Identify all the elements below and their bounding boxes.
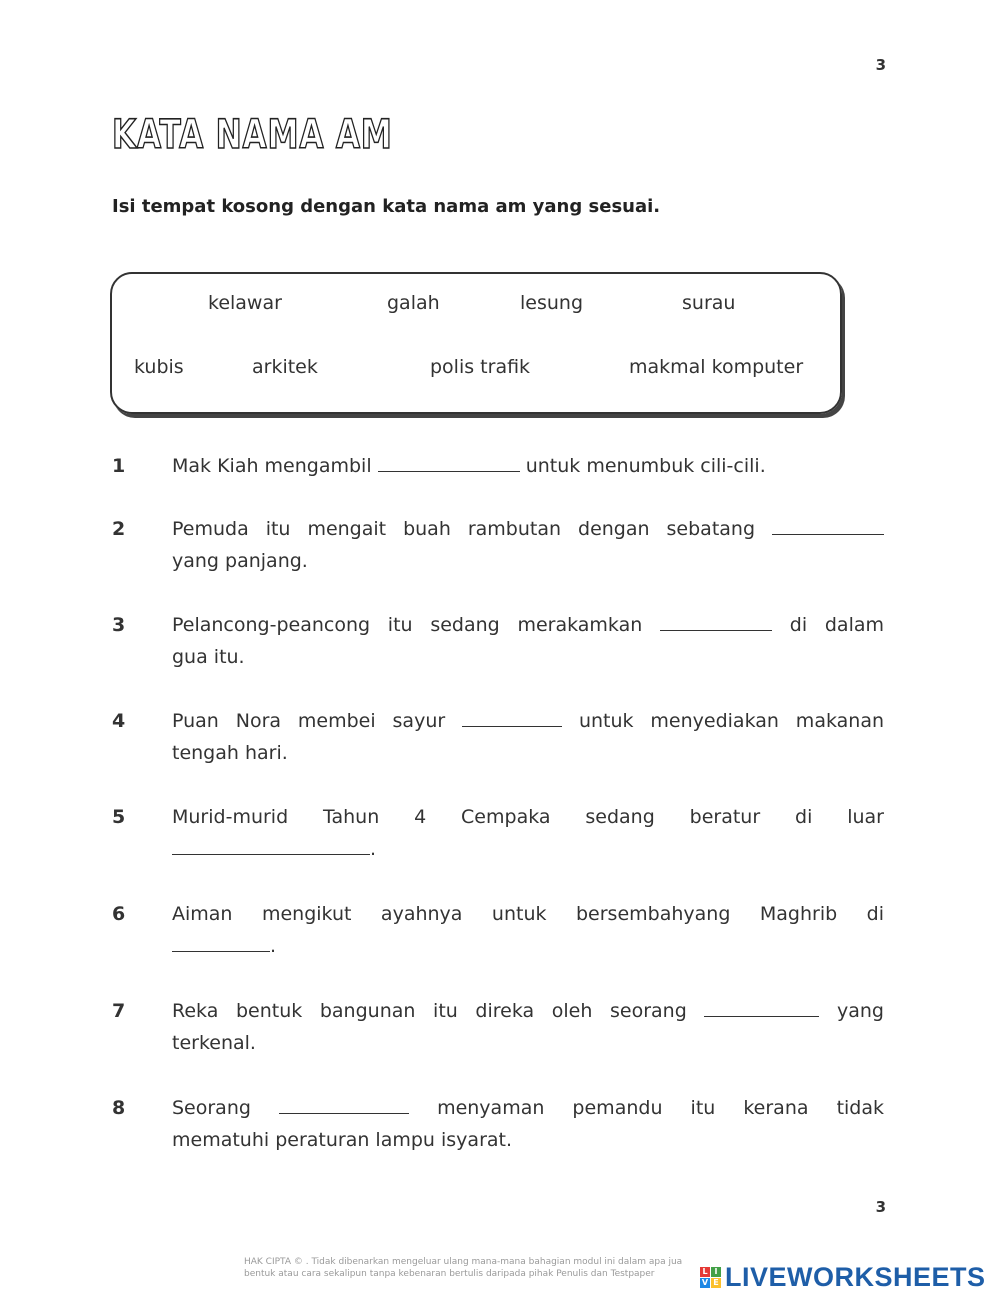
question-text: Pemuda itu mengait buah rambutan dengan sebatang [172,518,756,540]
instruction-text: Isi tempat kosong dengan kata nama am yang sesuai. [112,196,661,217]
word-bank-item: polis trafik [430,356,531,378]
word-bank-item: kubis [134,356,184,378]
question-text: gua itu. [172,646,245,668]
question-text: untuk menyediakan makanan [578,710,884,732]
question-text: Mak Kiah mengambil [172,455,372,477]
question-number: 4 [112,710,126,732]
question-text: yang panjang. [172,550,308,572]
logo-tile: E [711,1278,721,1288]
question-5 [112,801,884,865]
question-text: di dalam [789,614,885,636]
word-bank-item: surau [682,292,736,314]
copyright-line: bentuk atau cara sekalipun tanpa kebenaran bertulis daripada pihak Penulis dan Testpaper [244,1269,655,1279]
copyright-line: HAK CIPTA © . Tidak dibenarkan mengeluar ulang mana-mana bahagian modul ini dalam apa jua [244,1257,683,1267]
page-number: 3 [875,56,886,74]
question-text: Murid-murid Tahun 4 Cempaka sedang beratur di luar [172,806,884,828]
answer-blank[interactable] [378,451,520,472]
question-text: Seorang [172,1097,251,1119]
answer-blank[interactable] [172,931,270,952]
question-text: mematuhi peraturan lampu isyarat. [172,1129,513,1151]
copyright-note [244,1256,764,1280]
question-text: terkenal. [172,1032,256,1054]
question-text: yang [837,1000,884,1022]
page-number-bottom: 3 [875,1198,886,1216]
answer-blank[interactable] [462,706,562,727]
answer-blank[interactable] [772,514,884,535]
question-text: Aiman mengikut ayahnya untuk bersembahyang Maghrib di [172,903,884,925]
logo-tile: I [711,1267,721,1277]
question-2 [112,513,884,577]
word-bank-box [110,272,842,414]
question-3 [112,609,884,673]
word-bank-item: arkitek [252,356,318,378]
liveworksheets-brand[interactable] [700,1262,986,1293]
question-text: untuk menumbuk cili-cili. [525,455,766,477]
question-number: 2 [112,518,126,540]
logo-tile: L [700,1267,710,1277]
word-bank-item: lesung [520,292,584,314]
answer-blank[interactable] [172,834,370,855]
question-number: 8 [112,1097,126,1119]
question-8 [112,1092,884,1156]
question-text: Pelancong-peancong itu sedang merakamkan [172,614,643,636]
word-bank-item: galah [387,292,440,314]
question-7 [112,995,884,1059]
question-text: tengah hari. [172,742,288,764]
question-text: Reka bentuk bangunan itu direka oleh seorang [172,1000,687,1022]
answer-blank[interactable] [704,996,819,1017]
word-bank-item: makmal komputer [629,356,804,378]
answer-blank[interactable] [660,610,772,631]
logo-tile: V [701,1278,709,1287]
question-1 [112,450,884,482]
question-number: 7 [112,1000,126,1022]
liveworksheets-logo-icon [700,1267,721,1288]
question-number: 6 [112,903,126,925]
page-title: KATA NAMA AM [112,112,393,158]
question-text: . [370,838,377,860]
question-text: . [270,935,277,957]
question-4 [112,705,884,769]
question-text: Puan Nora membei sayur [172,710,446,732]
question-6 [112,898,884,962]
question-number: 1 [112,455,126,477]
brand-name: LIVEWORKSHEETS [725,1262,986,1292]
question-text: menyaman pemandu itu kerana tidak [437,1097,884,1119]
question-number: 5 [112,806,126,828]
question-number: 3 [112,614,126,636]
answer-blank[interactable] [279,1093,409,1114]
word-bank-item: kelawar [208,292,282,314]
